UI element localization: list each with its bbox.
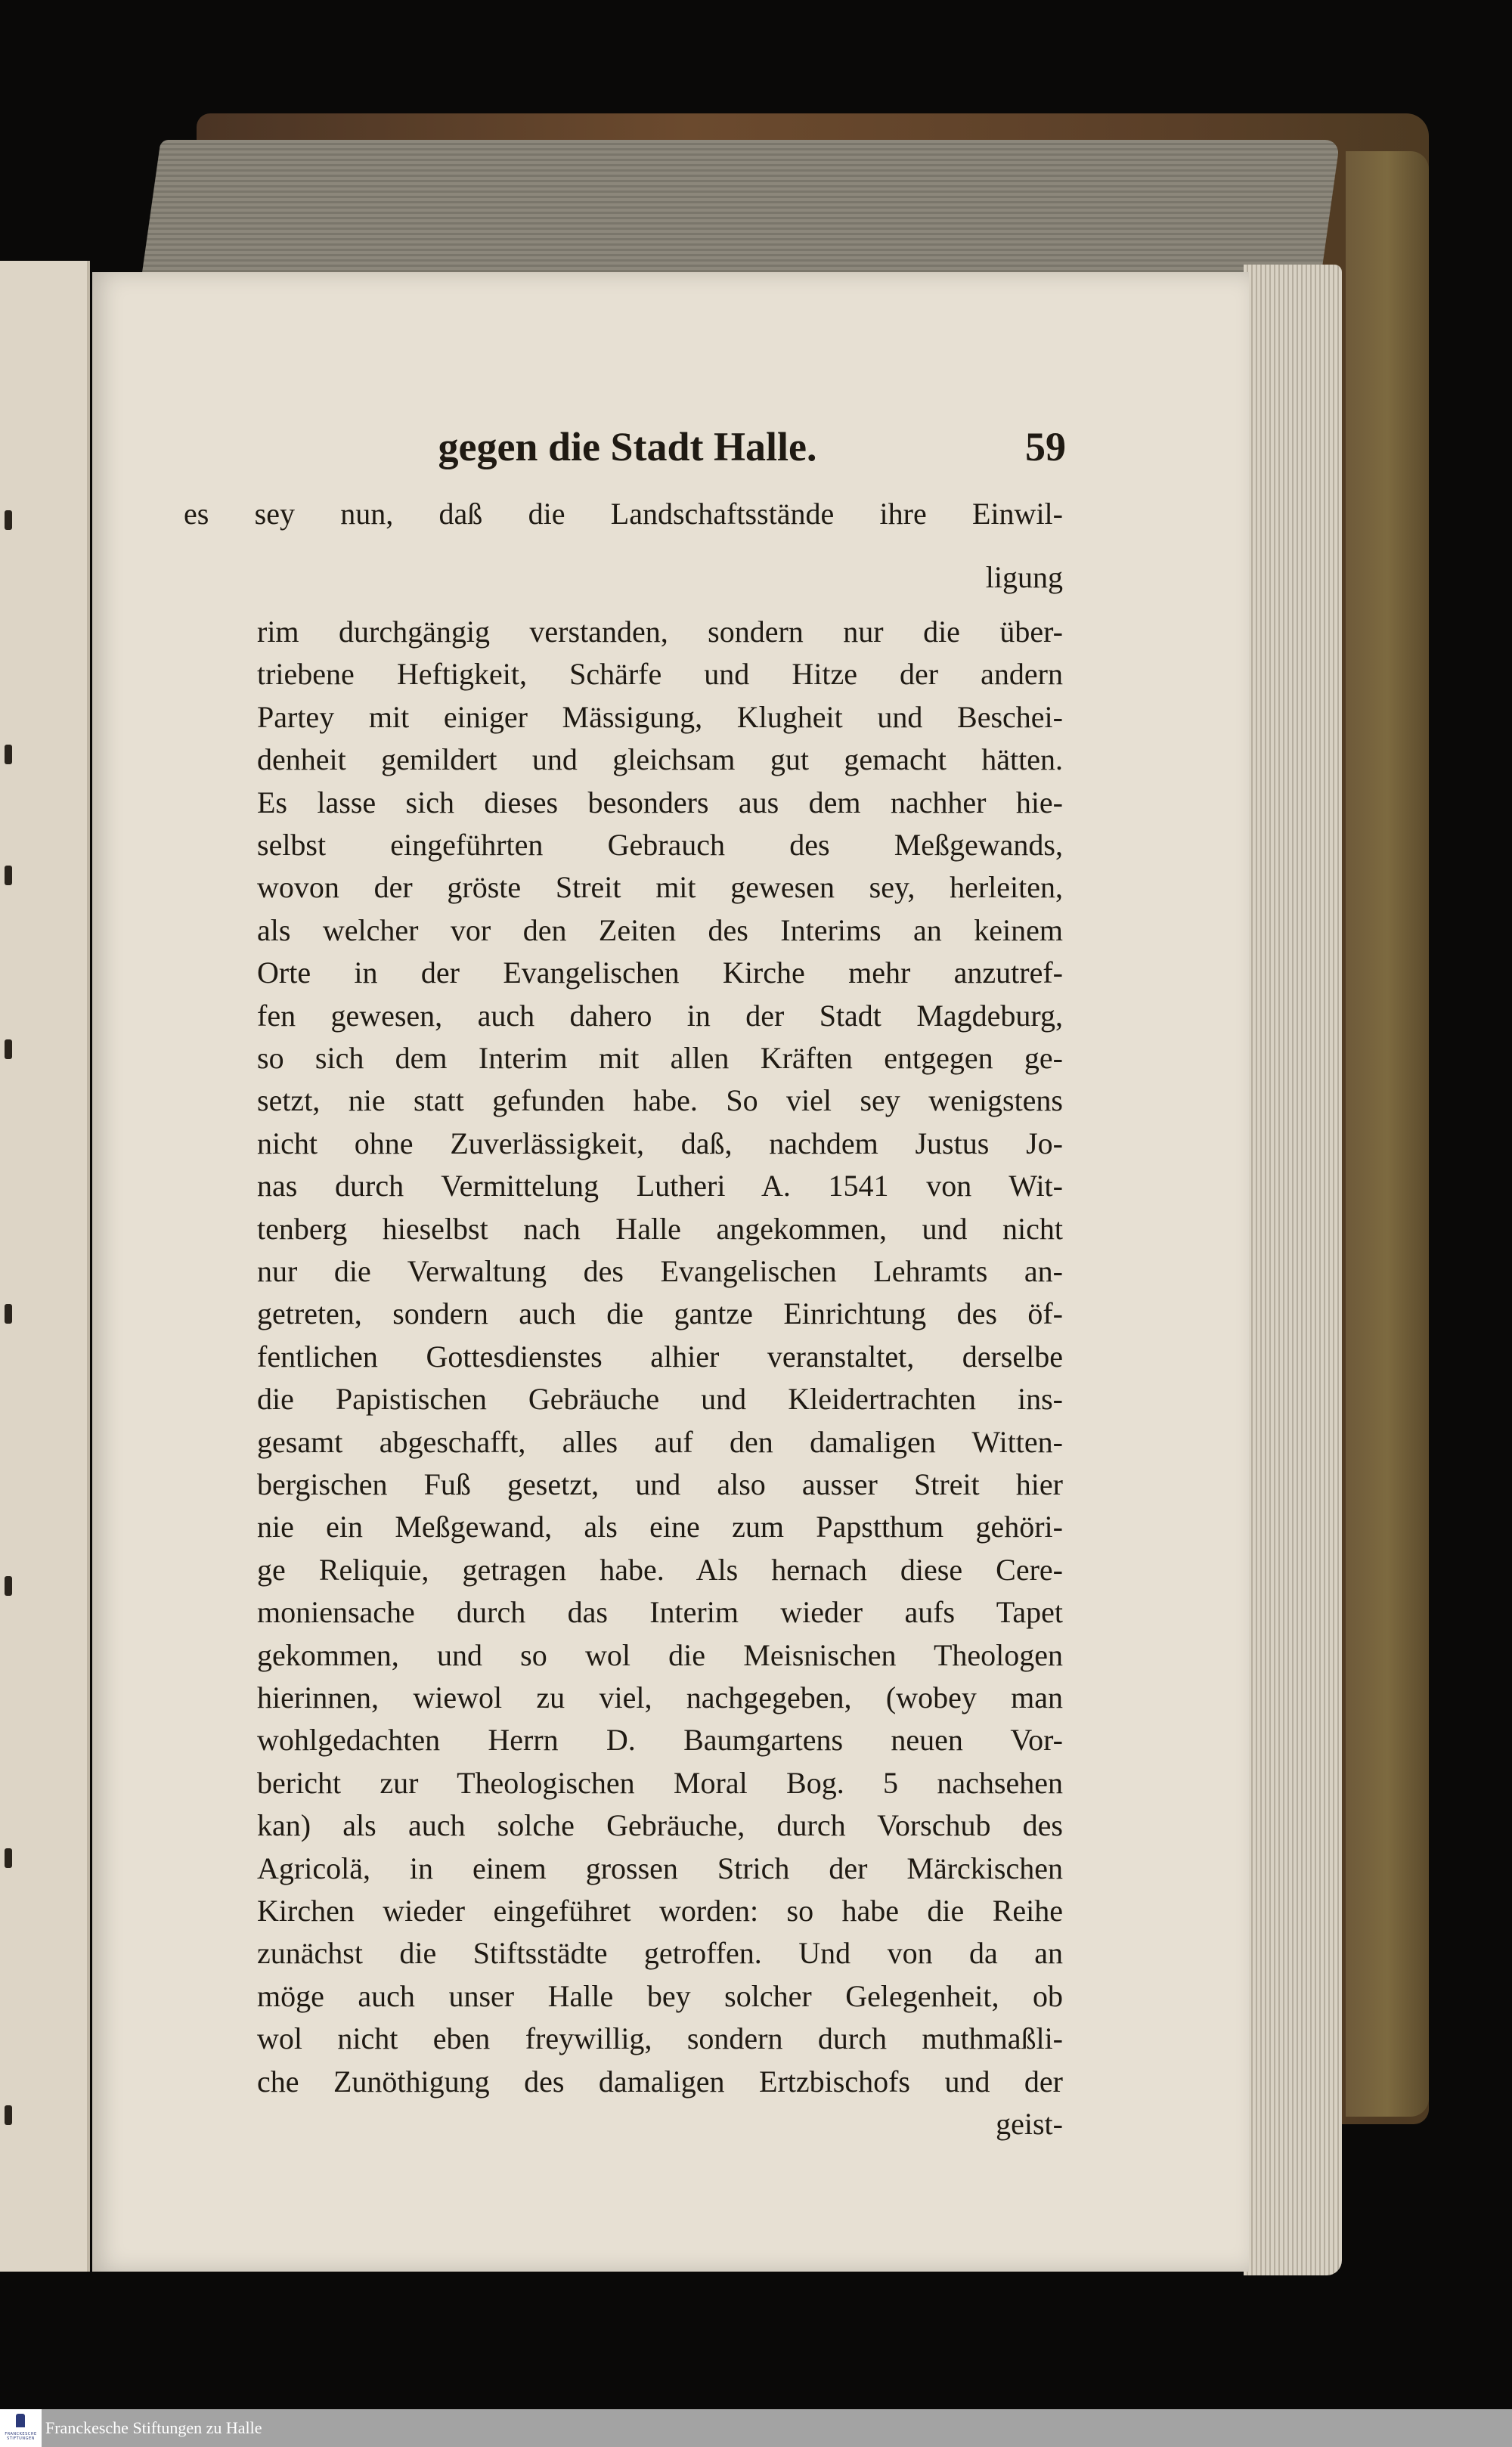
text-line: bergischen Fuß gesetzt, und also ausser Streit hier bbox=[257, 1467, 1063, 1501]
catchword: geist- bbox=[996, 2107, 1063, 2141]
left-page-glyph bbox=[5, 745, 12, 764]
text-line: die Papistischen Gebräuche und Kleidertrachten ins- bbox=[257, 1382, 1063, 1417]
left-page-glyph bbox=[5, 2105, 12, 2125]
text-line: möge auch unser Halle bey solcher Gelegenheit, ob bbox=[257, 1978, 1063, 2013]
opening-continuation: ligung bbox=[985, 560, 1063, 594]
text-line: Es lasse sich dieses besonders aus dem nachher hie- bbox=[257, 785, 1063, 819]
left-page-glyph bbox=[5, 510, 12, 530]
page-stack-top bbox=[141, 140, 1340, 276]
text-line: nie ein Meßgewand, als eine zum Papstthum gehöri- bbox=[257, 1510, 1063, 1544]
text-line: Partey mit einiger Mässigung, Klugheit und Beschei- bbox=[257, 699, 1063, 734]
book-cover-edge bbox=[1346, 151, 1429, 2117]
text-line: Orte in der Evangelischen Kirche mehr anzutref- bbox=[257, 956, 1063, 990]
text-line: zunächst die Stiftsstädte getroffen. Und von da an bbox=[257, 1936, 1063, 1971]
footer-bar bbox=[0, 2409, 1512, 2447]
text-line: che Zunöthigung des damaligen Ertzbischofs und der bbox=[257, 2064, 1063, 2099]
text-line: fen gewesen, auch dahero in der Stadt Magdeburg, bbox=[257, 998, 1063, 1033]
text-line: wovon der gröste Streit mit gewesen sey, herleiten, bbox=[257, 870, 1063, 905]
institution-logo bbox=[0, 2409, 42, 2447]
text-line: wol nicht eben freywillig, sondern durch muthmaßli- bbox=[257, 2021, 1063, 2056]
logo-figure-icon bbox=[16, 2414, 25, 2427]
text-line: nur die Verwaltung des Evangelischen Lehramts an- bbox=[257, 1254, 1063, 1288]
text-line: Kirchen wieder eingeführet worden: so habe die Reihe bbox=[257, 1894, 1063, 1928]
text-line: gesamt abgeschafft, alles auf den damaligen Witten- bbox=[257, 1424, 1063, 1459]
page-stack-right bbox=[1244, 265, 1342, 2275]
left-page-edge bbox=[0, 261, 90, 2272]
text-line: gekommen, und so wol die Meisnischen Theologen bbox=[257, 1637, 1063, 1672]
page-number: 59 bbox=[1025, 424, 1066, 469]
text-line: hierinnen, wiewol zu viel, nachgegeben, (wobey man bbox=[257, 1680, 1063, 1714]
text-line: ge Reliquie, getragen habe. Als hernach diese Cere- bbox=[257, 1552, 1063, 1587]
logo-text: FRANCKESCHE STIFTUNGEN bbox=[5, 2432, 37, 2441]
text-line: nas durch Vermittelung Lutheri A. 1541 von Wit- bbox=[257, 1169, 1063, 1203]
text-line: rim durchgängig verstanden, sondern nur die über- bbox=[257, 615, 1063, 649]
opening-line: es sey nun, daß die Landschaftsstände ihre Einwil- bbox=[184, 497, 1063, 531]
left-page-glyph bbox=[5, 866, 12, 885]
left-page-glyph bbox=[5, 1304, 12, 1324]
left-page-glyph bbox=[5, 1848, 12, 1868]
text-line: als welcher vor den Zeiten des Interims an keinem bbox=[257, 912, 1063, 947]
text-line: triebene Heftigkeit, Schärfe und Hitze der andern bbox=[257, 657, 1063, 692]
left-page-glyph bbox=[5, 1039, 12, 1059]
left-page-glyph bbox=[5, 1576, 12, 1596]
text-line: kan) als auch solche Gebräuche, durch Vorschub des bbox=[257, 1808, 1063, 1843]
text-line: wohlgedachten Herrn D. Baumgartens neuen Vor- bbox=[257, 1723, 1063, 1758]
footer-label: Franckesche Stiftungen zu Halle bbox=[45, 2418, 262, 2437]
text-line: tenberg hieselbst nach Halle angekommen, und nicht bbox=[257, 1211, 1063, 1246]
text-line: Agricolä, in einem grossen Strich der Märckischen bbox=[257, 1851, 1063, 1885]
running-title: gegen die Stadt Halle. bbox=[438, 424, 817, 469]
text-line: moniensache durch das Interim wieder aufs Tapet bbox=[257, 1595, 1063, 1630]
text-line: so sich dem Interim mit allen Kräften entgegen ge- bbox=[257, 1041, 1063, 1075]
text-line: bericht zur Theologischen Moral Bog. 5 nachsehen bbox=[257, 1765, 1063, 1800]
text-line: getreten, sondern auch die gantze Einrichtung des öf- bbox=[257, 1296, 1063, 1331]
text-line: denheit gemildert und gleichsam gut gemacht hätten. bbox=[257, 742, 1063, 777]
text-line: fentlichen Gottesdienstes alhier veranstaltet, derselbe bbox=[257, 1339, 1063, 1374]
text-line: selbst eingeführten Gebrauch des Meßgewands, bbox=[257, 828, 1063, 862]
text-line: nicht ohne Zuverlässigkeit, daß, nachdem Justus Jo- bbox=[257, 1126, 1063, 1160]
text-line: setzt, nie statt gefunden habe. So viel sey wenigstens bbox=[257, 1083, 1063, 1118]
